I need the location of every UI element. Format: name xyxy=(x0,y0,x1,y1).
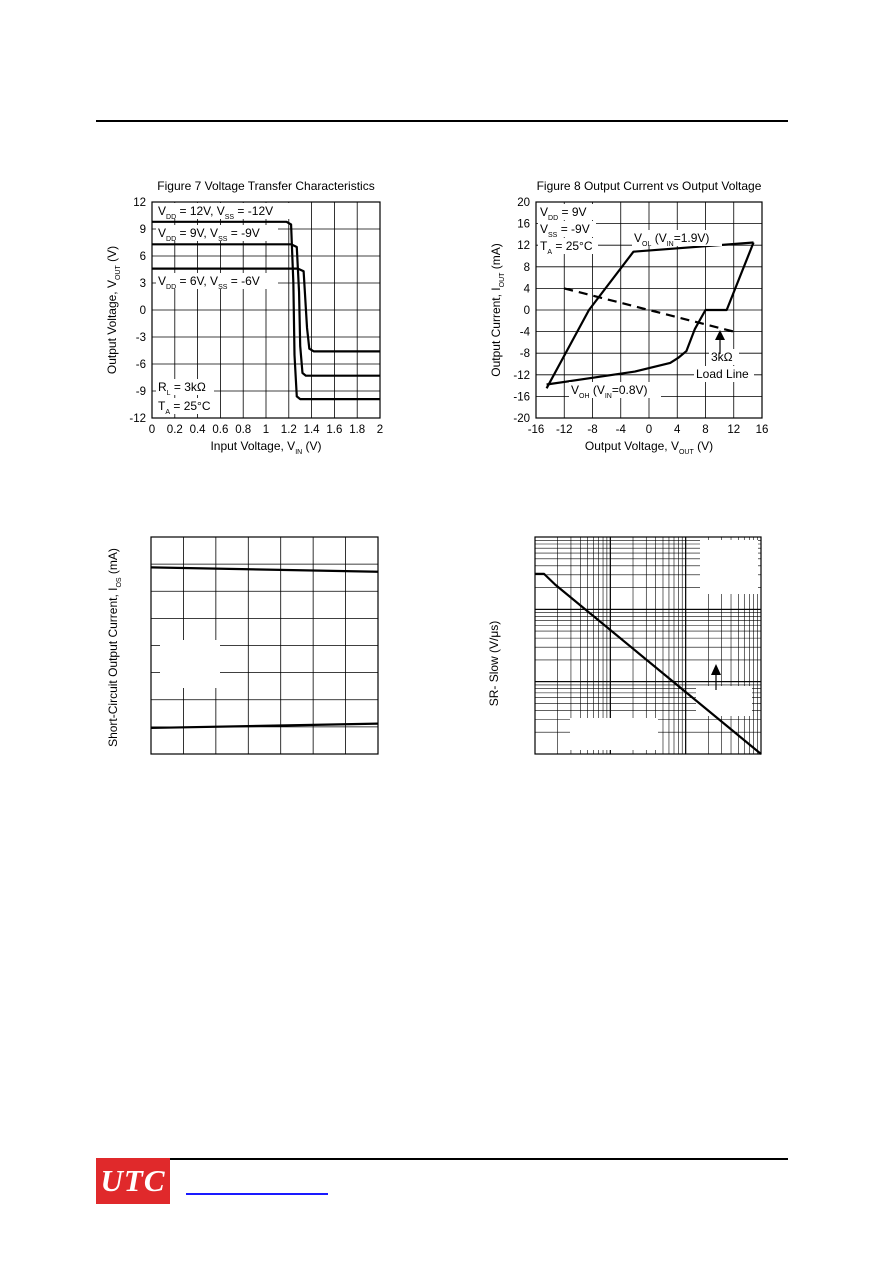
series-label: $V_{SS} = -9V$ xyxy=(540,222,590,239)
series-label: $V_{OL}$ $(V_{IN}=1.9V)$ xyxy=(634,231,710,248)
x-tick-label: 1.6 xyxy=(326,424,343,436)
series-label: $T_A = 25^\circ C$ xyxy=(540,239,593,256)
y-tick-label: 8 xyxy=(523,261,530,274)
y-axis-label: Output Voltage, $V_{OUT}$ (V) xyxy=(105,245,122,375)
x-axis-label: Input Voltage, $V_{IN}$ (V) xyxy=(210,439,322,456)
y-tick-label: 16 xyxy=(517,218,530,231)
label-background xyxy=(160,640,220,688)
chart-title: Figure 7 Voltage Transfer Characteristics xyxy=(157,179,375,193)
y-axis-label: Output Current, $I_{OUT}$ (mA) xyxy=(489,243,506,377)
utc-logo: UTC xyxy=(96,1158,170,1204)
x-tick-label: 2 xyxy=(376,424,384,436)
series-label: $R_L = 3k\Omega$ xyxy=(158,380,206,397)
x-tick-label: 0.6 xyxy=(212,424,229,436)
chart-2 xyxy=(489,179,768,456)
series-label: $V_{DD} = 12V$, $V_{SS} = -12V$ xyxy=(158,204,274,221)
y-tick-label: -20 xyxy=(513,413,530,425)
chart-title: Figure 8 Output Current vs Output Voltage xyxy=(536,179,762,193)
y-tick-label: -16 xyxy=(513,391,530,404)
x-tick-label: 1.8 xyxy=(349,424,366,436)
x-tick-label: 12 xyxy=(727,424,741,436)
y-tick-label: 12 xyxy=(517,240,530,253)
x-axis-label: Output Voltage, $V_{OUT}$ (V) xyxy=(584,439,714,456)
x-tick-label: 1.4 xyxy=(303,424,320,436)
x-tick-label: 0.4 xyxy=(189,424,206,436)
y-tick-label: -6 xyxy=(135,359,146,371)
series-label: $T_A = 25^\circ C$ xyxy=(158,399,211,416)
series-label: Load Line xyxy=(696,367,749,381)
y-axis-label: SR- Slow (V/μs) xyxy=(487,620,501,707)
y-tick-label: -12 xyxy=(513,369,530,382)
footer-website-link[interactable] xyxy=(186,1193,328,1195)
label-background xyxy=(700,540,758,594)
y-tick-label: -9 xyxy=(135,386,146,398)
y-axis-label: Short-Circuit Output Current, $I_{OS}$ (mA) xyxy=(106,548,123,747)
x-tick-label: 0.2 xyxy=(166,424,183,436)
x-tick-label: -8 xyxy=(587,424,598,436)
y-tick-label: 0 xyxy=(523,305,530,317)
x-tick-label: 0 xyxy=(645,424,653,436)
x-tick-label: 1.2 xyxy=(280,424,297,436)
chart-4 xyxy=(487,537,761,754)
label-background xyxy=(570,718,658,750)
x-tick-label: 16 xyxy=(755,424,769,436)
y-tick-label: -8 xyxy=(519,348,530,361)
x-tick-label: -12 xyxy=(555,424,573,436)
label-background xyxy=(696,686,752,716)
x-tick-label: 8 xyxy=(702,424,709,436)
y-tick-label: -12 xyxy=(129,413,146,425)
chart-3 xyxy=(106,537,378,754)
y-tick-label: 9 xyxy=(139,224,146,236)
series-label: $V_{DD} = 9V$, $V_{SS} = -9V$ xyxy=(158,226,260,243)
series-label: $V_{DD} = 9V$ xyxy=(540,205,587,222)
y-tick-label: 6 xyxy=(139,251,146,263)
y-tick-label: 12 xyxy=(133,197,146,209)
series-label: $V_{OH}$ $(V_{IN}=0.8V)$ xyxy=(571,383,648,400)
chart-1 xyxy=(105,179,383,456)
y-tick-label: -3 xyxy=(135,332,146,344)
y-tick-label: 0 xyxy=(139,305,146,317)
x-tick-label: 0 xyxy=(148,424,156,436)
x-tick-label: 1 xyxy=(262,424,270,436)
x-tick-label: 0.8 xyxy=(235,424,252,436)
arrow-icon xyxy=(711,664,721,675)
y-tick-label: 3 xyxy=(139,278,146,290)
series-label: $V_{DD} = 6V$, $V_{SS} = -6V$ xyxy=(158,274,260,291)
y-tick-label: 20 xyxy=(517,197,530,209)
x-tick-label: -16 xyxy=(527,424,545,436)
series-line xyxy=(151,724,378,728)
y-tick-label: 4 xyxy=(523,283,530,296)
x-tick-label: -4 xyxy=(615,424,626,436)
series-label: 3kΩ xyxy=(711,350,733,364)
x-tick-label: 4 xyxy=(674,424,681,436)
y-tick-label: -4 xyxy=(519,326,530,339)
series-line xyxy=(151,567,378,571)
